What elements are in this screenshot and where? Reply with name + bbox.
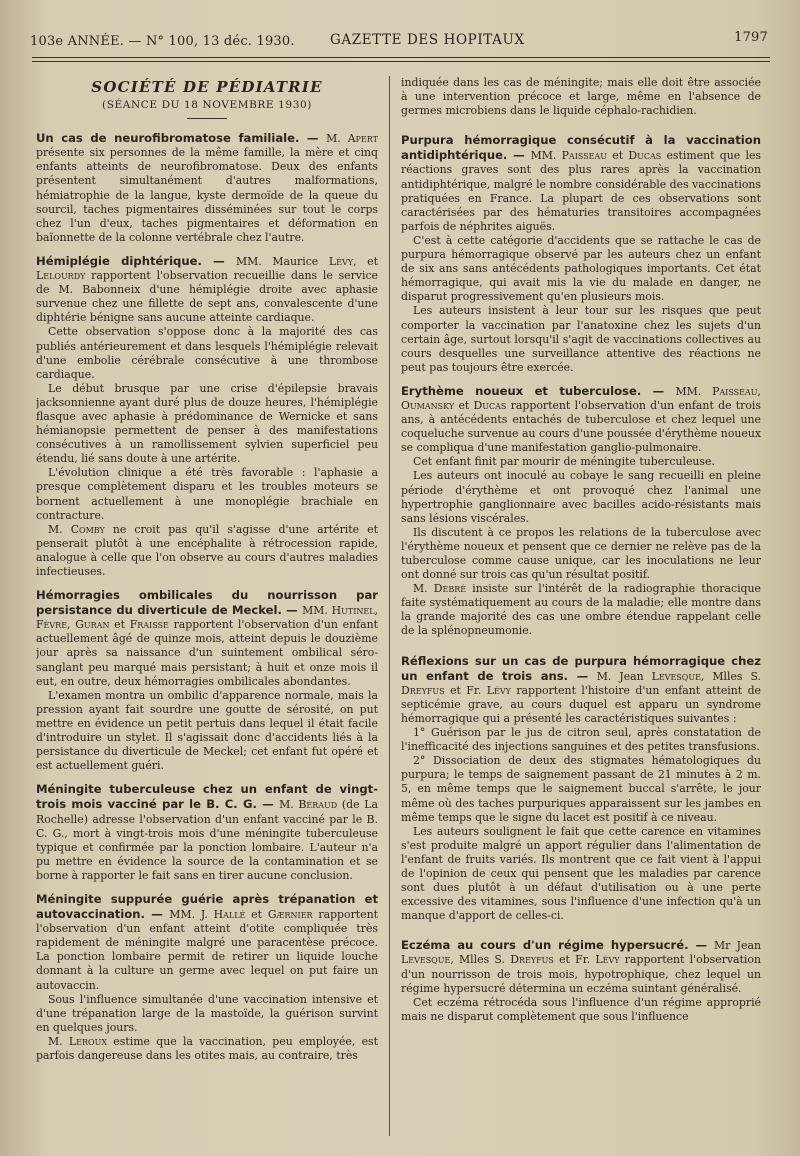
page-header <box>30 30 770 52</box>
article-title: Méningite suppurée guérie après trépanation et autovaccination. — <box>36 891 378 922</box>
article-paragraph: Réflexions sur un cas de purpura hémorragique chez un enfant de trois ans. — M. Jean Levesque, Mlles S. Dreyfus et Fr. Lévy rapportent l'histoire d'un enfant atteint de septicémie grave, au cours duquel est apparu un syndrome hémorragique qui a présenté les caractéristiques suivantes : <box>401 653 761 725</box>
article-title: Réflexions sur un cas de purpura hémorragique chez un enfant de trois ans. — <box>401 653 761 683</box>
article-paragraph: L'évolution clinique a été très favorable : l'aphasie a presque complètement disparu et les troubles moteurs se bornent actuellement à une monoplégie brachiale en contracture. <box>36 466 378 522</box>
article-paragraph: Hémorragies ombilicales du nourrisson par persistance du diverticule de Meckel. — MM. Hutinel, Fèvre, Guran et Fraisse rapportent l'observation d'un enfant actuellement âgé de quinze mois, atteint depuis le douzième jour après sa naissance d'un suintement ombilical séro-sanglant peu marqué mais persistant; à huit et onze mois il eut, en outre, deux hémorragies ombilicales abondantes. <box>36 588 378 688</box>
author-name: Ducas <box>473 398 507 412</box>
article-paragraph: 2° Dissociation de deux des stigmates hématologiques du purpura; le temps de saignement passant de 21 minutes à 2 m. 5, en même temps que le saignement buccal s'arrête, le jour même où des taches purpuriques apparaissent sur les jambes en même temps que le signe du lacet est positif à ce niveau. <box>401 754 761 824</box>
author-name: Guran <box>75 618 110 632</box>
article-title: Un cas de neurofibromatose familiale. — <box>36 131 327 146</box>
issue-info: 103e ANNÉE. — N° 100, 13 déc. 1930. <box>30 34 295 49</box>
article-meningite-tuberculeuse <box>36 782 378 883</box>
article-paragraph: Cette observation s'oppose donc à la majorité des cas publiés antérieurement et dans lesquels l'hémiplégie relevait d'une embolie cérébrale consécutive à une thrombose cardiaque. <box>36 325 378 381</box>
header-rule <box>32 57 770 58</box>
seance-date: (SÉANCE DU 18 NOVEMBRE 1930) <box>102 99 312 112</box>
article-title: Méningite tuberculeuse chez un enfant de vingt-trois mois vacciné par le B. C. G. — <box>36 782 378 812</box>
author-name: Debré <box>433 582 467 596</box>
author-name: Dreyfus <box>510 953 554 967</box>
author-name: Lévy <box>595 953 620 967</box>
article-paragraph: 1° Guérison par le jus de citron seul, après constatation de l'inefficacité des injections sanguines et des petites transfusions. <box>401 726 761 754</box>
right-column <box>401 76 761 1141</box>
author-name: Lelourdy <box>36 269 86 283</box>
header-rule-thin <box>32 61 770 62</box>
author-name: Lévy <box>486 683 511 697</box>
article-paragraph: Cet eczéma rétrocéda sous l'influence d'un régime approprié mais ne disparut complètement que sous l'influence <box>401 995 761 1023</box>
article-hemorragies <box>36 588 378 773</box>
author-name: Gærnier <box>267 908 313 922</box>
author-name: Leroux <box>68 1034 108 1048</box>
article-paragraph: L'examen montra un ombilic d'apparence normale, mais la pression ayant fait sourdre une goutte de sérosité, on put mettre en évidence un petit pertuis dans lequel il était facile d'introduire un stylet. Il s'agissait donc d'accidents liés à la persistance du diverticule de Meckel; cet enfant fut opéré et est actuellement guéri. <box>36 688 378 773</box>
article-paragraph: Ils discutent à ce propos les relations de la tuberculose avec l'érythème noueux et pensent que ce dernier ne relève pas de la tuberculose comme cause unique, car les inoculations ne leur ont donné sur trois cas qu'un résultat positif. <box>401 525 761 582</box>
author-name: Paisseau <box>712 384 758 398</box>
article-paragraph: Méningite suppurée guérie après trépanation et autovaccination. — MM. J. Hallé et Gærnier rapportent l'observation d'un enfant atteint d'otite compliquée très rapidement de méningite malgré une paracentèse précoce. La ponction lombaire permit de retirer un liquide louche donnant à la culture un germe avec lequel on put faire un autovaccin. <box>36 891 378 992</box>
column-divider <box>389 76 390 1136</box>
article-purpura-vaccination <box>401 133 761 375</box>
author-name: Levesque <box>401 953 451 967</box>
article-paragraph: Les auteurs insistent à leur tour sur les risques que peut comporter la vaccination par l'anatoxine chez les sujets d'un certain âge, surtout lorsqu'il s'agit de vaccinations collectives au cours desquelles une surveillance attentive des réactions ne peut pas toujours être exercée. <box>401 304 761 374</box>
article-paragraph: M. Debré insiste sur l'intérêt de la radiographie thoracique faite systématiquement au cours de la maladie; elle montre dans la grande majorité des cas une ombre étendue rappelant celle de la splénopneumonie. <box>401 582 761 638</box>
article-paragraph: Un cas de neurofibromatose familiale. — M. Apert présente six personnes de la même famille, la mère et cinq enfants atteints de neurofibromatose. Deux des enfants présentent simultanément d'autres malformations, hémiatrophie de la langue, kyste dermoïde de la queue du sourcil, taches pigmentaires disséminées sur tout le corps chez l'un d'eux, taches pigmentaires et déformation en baïonnette de la colonne vertébrale chez l'autre. <box>36 131 378 244</box>
article-paragraph: Le début brusque par une crise d'épilepsie bravais jacksonnienne ayant duré plus de douze heures, l'hémiplégie flasque avec aphasie à prédominance de Wernicke et sans hémianopsie permettent de penser à des manifestations consécutives à un ramollissement sylvien superficiel peu étendu, lié sans doute à une artérite. <box>36 381 378 466</box>
article-eczema <box>401 938 761 1024</box>
author-name: Hallé <box>213 908 246 922</box>
author-name: Hutinel <box>331 604 375 618</box>
page-number: 1797 <box>734 30 768 45</box>
article-meningite-suppuree <box>36 892 378 1063</box>
article-paragraph: indiquée dans les cas de méningite; mais elle doit être associée à une intervention précoce et large, même en l'absence de germes microbiens dans le liquide céphalo-rachidien. <box>401 76 761 118</box>
article-paragraph: Cet enfant finit par mourir de méningite tuberculeuse. <box>413 455 715 469</box>
article-paragraph: Erythème noueux et tuberculose. — MM. Paisseau, Oumansky et Ducas rapportent l'observation d'un enfant de trois ans, à antécédents entachés de tuberculose et chez lequel une coqueluche survenue au cours d'une poussée d'érythème noueux se compliqua d'une manifestation ganglio-pulmonaire. <box>401 383 761 455</box>
article-paragraph: Les auteurs ont inoculé au cobaye le sang recueilli en pleine période d'érythème et ont provoqué chez l'animal une hypertrophie ganglionnaire avec bacilles acido-résistants mais sans lésions viscérales. <box>401 469 761 525</box>
author-name: Dreyfus <box>401 683 445 697</box>
author-name: Oumansky <box>401 398 455 412</box>
article-title: Purpura hémorragique consécutif à la vaccination antidiphtérique. — <box>401 133 761 163</box>
journal-title: GAZETTE DES HOPITAUX <box>330 32 525 48</box>
article-paragraph: Hémiplégie diphtérique. — MM. Maurice Lévy, et Lelourdy rapportent l'observation recueillie dans le service de M. Babonneix d'une hémiplégie droite avec aphasie survenue chez une fillette de sept ans, convalescente d'une diphtérie bénigne sans aucune atteinte cardiaque. <box>36 253 378 325</box>
article-paragraph: Sous l'influence simultanée d'une vaccination intensive et d'une trépanation large de la mastoïde, la guérison survint en quelques jours. <box>36 992 378 1034</box>
article-reflexions-purpura <box>401 654 761 924</box>
article-paragraph: Purpura hémorragique consécutif à la vaccination antidiphtérique. — MM. Paisseau et Ducas estiment que les réactions graves sont des plus rares après la vaccination antidiphtérique, malgré le nombre considérable des vaccinations pratiquées en France. La plupart de ces observations sont caractérisées par des hématuries transitoires accompagnées parfois de néphrites aiguës. <box>401 133 761 233</box>
article-title: Hémiplégie diphtérique. — <box>36 253 236 268</box>
author-name: Fèvre <box>36 618 68 632</box>
author-name: Lévy <box>328 254 354 268</box>
article-paragraph: Méningite tuberculeuse chez un enfant de vingt-trois mois vacciné par le B. C. G. — M. Béraud (de La Rochelle) adresse l'observation d'un enfant vacciné par le B. C. G., mort à vingt-trois mois d'une méningite tuberculeuse typique et confirmée par la ponction lombaire. L'auteur n'a pu mettre en évidence la source de la contamination et se borne à rapporter le fait sans en tirer aucune conclusion. <box>36 782 378 882</box>
article-paragraph: M. Leroux estime que la vaccination, peu employée, est parfois dangereuse dans les otites mais, au contraire, très <box>36 1034 378 1062</box>
article-paragraph: M. Comby ne croit pas qu'il s'agisse d'une artérite et penserait plutôt à une encéphalite à rétrocession rapide, analogue à celle que l'on observe au cours d'autres maladies infectieuses. <box>36 522 378 578</box>
article-paragraph: Les auteurs soulignent le fait que cette carence en vitamines s'est produite malgré un apport régulier dans l'alimentation de l'enfant de fruits variés. Ils montrent que ce fait vient à l'appui de l'opinion de ceux qui pensent que les maladies par carence sont dues plutôt à un défaut d'utilisation ou à une perte excessive des vitamines, sous l'influence d'une infection qu'à un manque d'apport de celles-ci. <box>401 824 761 923</box>
article-continuation <box>401 76 761 118</box>
left-column <box>36 76 378 1141</box>
article-title: Hémorragies ombilicales du nourrisson par persistance du diverticule de Meckel. — <box>36 588 378 618</box>
author-name: Comby <box>70 522 105 536</box>
article-paragraph: Eczéma au cours d'un régime hypersucré. — Mr Jean Levesque, Mlles S. Dreyfus et Fr. Lévy rapportent l'observation d'un nourrisson de trois mois, hypotrophique, chez lequel un régime hypersucré détermina un eczéma suintant généralisé. <box>401 938 761 995</box>
author-name: Ducas <box>628 149 662 163</box>
article-title: Erythème noueux et tuberculose. — <box>401 383 676 398</box>
article-neurofibromatose <box>36 131 378 245</box>
author-name: Fraisse <box>129 618 169 632</box>
author-name: Paisseau <box>561 149 608 163</box>
article-title: Eczéma au cours d'un régime hypersucré. — <box>401 938 714 953</box>
author-name: Béraud <box>298 798 338 812</box>
author-name: Levesque <box>651 669 701 683</box>
article-hemiplegie <box>36 254 378 579</box>
article-erytheme <box>401 384 761 639</box>
author-name: Apert <box>347 132 378 146</box>
article-paragraph: C'est à cette catégorie d'accidents que se rattache le cas de purpura hémorragique observé par les auteurs chez un enfant de six ans sans antécédents pathologiques importants. Cet état hémorragique, qui avait mis la vie du malade en danger, ne disparut progressivement qu'en plusieurs mois. <box>401 233 761 304</box>
title-rule <box>187 118 227 119</box>
society-title: SOCIÉTÉ DE PÉDIATRIE <box>91 78 323 96</box>
